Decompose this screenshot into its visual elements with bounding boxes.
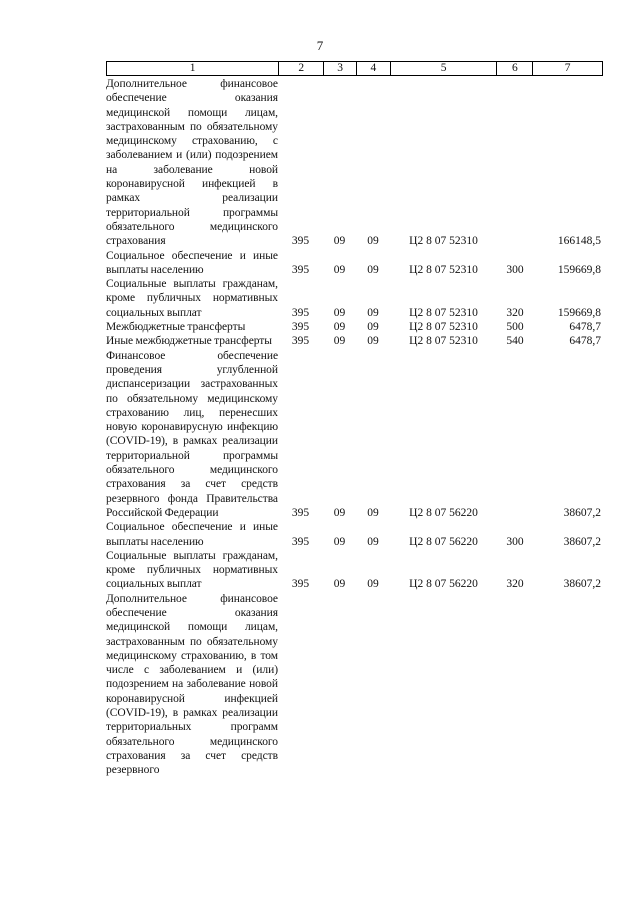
column-header-7: 7: [532, 62, 602, 75]
table-row: [106, 334, 603, 348]
cell-amount: 38607,2: [563, 506, 601, 519]
cell-target-article: Ц2 8 07 56220: [409, 578, 478, 591]
row-description: Финансовое обеспечение проведения углубленной диспансеризации застрахованных по обязательному медицинскому страхованию лиц, перенесших новую коронавирусную инфекцию (COVID-19), в рамках реализации территориальной программы обязательного медицинского страхования за счет средств резервного фонда Правительства Российской Федерации: [106, 349, 278, 519]
cell-subsection: 09: [367, 263, 379, 276]
row-description: Социальные выплаты гражданам, кроме публичных нормативных социальных выплат: [106, 549, 278, 591]
cell-ministry-code: 395: [291, 578, 310, 591]
cell-ministry-code: 395: [291, 506, 310, 519]
cell-target-article: Ц2 8 07 52310: [409, 335, 478, 348]
column-header-6: 6: [496, 62, 532, 75]
cell-section: 09: [333, 535, 346, 548]
cell-amount: 38607,2: [563, 578, 601, 591]
cell-target-article: Ц2 8 07 52310: [409, 306, 478, 319]
table-row: [106, 549, 603, 592]
cell-section: 09: [333, 578, 346, 591]
cell-subsection: 09: [367, 578, 379, 591]
cell-expense-type: 320: [506, 578, 524, 591]
table-row: [106, 277, 603, 320]
table-row: [106, 520, 603, 549]
cell-ministry-code: 395: [291, 263, 310, 276]
row-description: Социальное обеспечение и иные выплаты населению: [106, 521, 278, 548]
page-number: 7: [316, 38, 324, 53]
table-header: [106, 61, 603, 76]
cell-section: 09: [333, 506, 346, 519]
cell-target-article: Ц2 8 07 56220: [409, 506, 478, 519]
table-row: [106, 249, 603, 278]
cell-amount: 38607,2: [563, 535, 601, 548]
cell-amount: 166148,5: [557, 235, 601, 248]
cell-target-article: Ц2 8 07 56220: [409, 535, 478, 548]
cell-ministry-code: 395: [291, 335, 310, 348]
column-header-3: 3: [323, 62, 356, 75]
cell-section: 09: [333, 235, 346, 248]
cell-amount: 159669,8: [557, 263, 601, 276]
cell-target-article: Ц2 8 07 52310: [409, 321, 478, 334]
row-description: Социальное обеспечение и иные выплаты населению: [106, 249, 278, 276]
column-header-1: 1: [189, 62, 196, 74]
column-header-5: 5: [390, 62, 497, 75]
cell-expense-type: 300: [506, 535, 524, 548]
column-header-2: 2: [278, 62, 323, 75]
cell-subsection: 09: [367, 321, 379, 334]
cell-expense-type: 320: [506, 306, 524, 319]
row-description: Социальные выплаты гражданам, кроме публичных нормативных социальных выплат: [106, 278, 278, 319]
table-body: [106, 77, 603, 778]
cell-expense-type: 500: [506, 321, 524, 334]
row-description: Дополнительное финансовое обеспечение оказания медицинской помощи лицам, застрахованным по обязательному медицинскому страхованию, в том числе с заболеванием и (или) подозрением на заболевание новой коронавирусной инфекцией (COVID-19), в рамках реализации территориальных программ обязательного медицинского страхования за счет средств резервного: [106, 592, 278, 777]
column-header-4: 4: [356, 62, 390, 75]
table-row: [106, 349, 603, 521]
cell-target-article: Ц2 8 07 52310: [409, 263, 478, 276]
cell-ministry-code: 395: [291, 306, 310, 319]
cell-subsection: 09: [367, 335, 379, 348]
cell-expense-type: 300: [506, 263, 524, 276]
cell-ministry-code: 395: [291, 321, 310, 334]
cell-amount: 6478,7: [569, 321, 601, 334]
cell-section: 09: [333, 306, 346, 319]
cell-target-article: Ц2 8 07 52310: [409, 235, 478, 248]
cell-amount: 6478,7: [569, 335, 601, 348]
table-row: [106, 77, 603, 249]
cell-expense-type: 540: [506, 335, 524, 348]
row-description: Иные межбюджетные трансферты: [106, 335, 272, 348]
row-description: Межбюджетные трансферты: [106, 321, 246, 334]
cell-subsection: 09: [367, 506, 379, 519]
cell-amount: 159669,8: [557, 306, 601, 319]
cell-section: 09: [333, 263, 346, 276]
table-row: [106, 592, 603, 778]
table-row: [106, 320, 603, 334]
cell-ministry-code: 395: [291, 535, 310, 548]
cell-section: 09: [333, 321, 346, 334]
cell-ministry-code: 395: [291, 235, 310, 248]
cell-subsection: 09: [367, 306, 379, 319]
row-description: Дополнительное финансовое обеспечение оказания медицинской помощи лицам, застрахованным по обязательному медицинскому страхованию, с заболеванием и (или) подозрением на заболевание новой коронавирусной инфекцией в рамках реализации территориальной программы обязательного медицинского страхования: [106, 78, 278, 248]
cell-subsection: 09: [367, 235, 379, 248]
cell-subsection: 09: [367, 535, 379, 548]
cell-section: 09: [333, 335, 346, 348]
